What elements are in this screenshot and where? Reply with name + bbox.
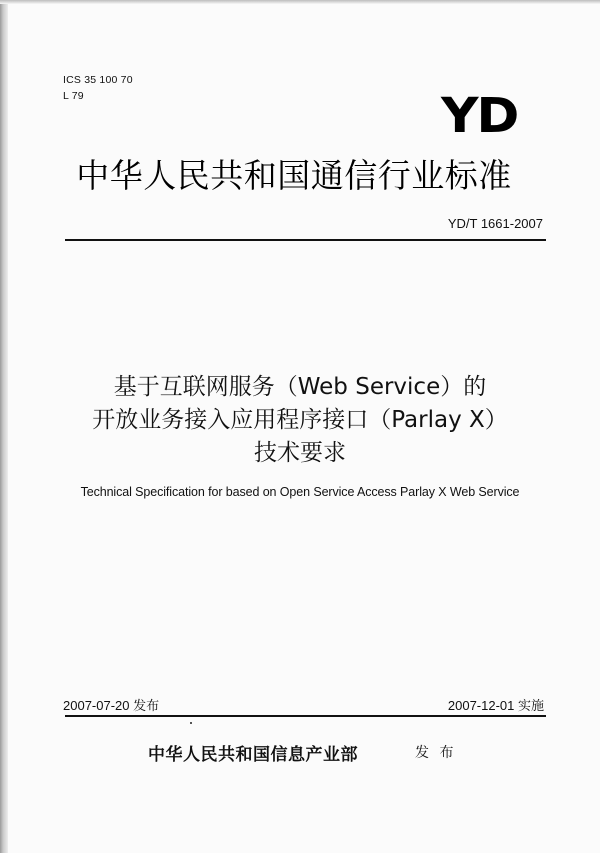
document-title-line-1: 基于互联网服务（Web Service）的 — [113, 374, 487, 400]
ccs-code: L 79 — [63, 90, 84, 102]
standard-number: YD/T 1661-2007 — [447, 216, 543, 231]
scan-edge-top — [0, 0, 600, 4]
english-title: Technical Specification for based on Open Service Access Parlay X Web Service — [80, 485, 520, 499]
footer-divider — [65, 715, 546, 717]
document-title-line-2: 开放业务接入应用程序接口（Parlay X） — [92, 407, 508, 433]
ics-code: ICS 35 100 70 — [63, 74, 133, 86]
publish-label: 发 布 — [415, 745, 457, 761]
issue-date: 2007-07-20 发布 — [63, 698, 160, 713]
document-title-line-3: 技术要求 — [254, 440, 346, 466]
header-divider — [65, 239, 546, 241]
scan-speck — [190, 722, 192, 724]
publisher-name: 中华人民共和国信息产业部 — [148, 745, 358, 765]
implementation-date: 2007-12-01 实施 — [447, 698, 544, 713]
yd-logo: YD — [441, 88, 518, 144]
standard-category-title: 中华人民共和国通信行业标准 — [76, 156, 512, 195]
